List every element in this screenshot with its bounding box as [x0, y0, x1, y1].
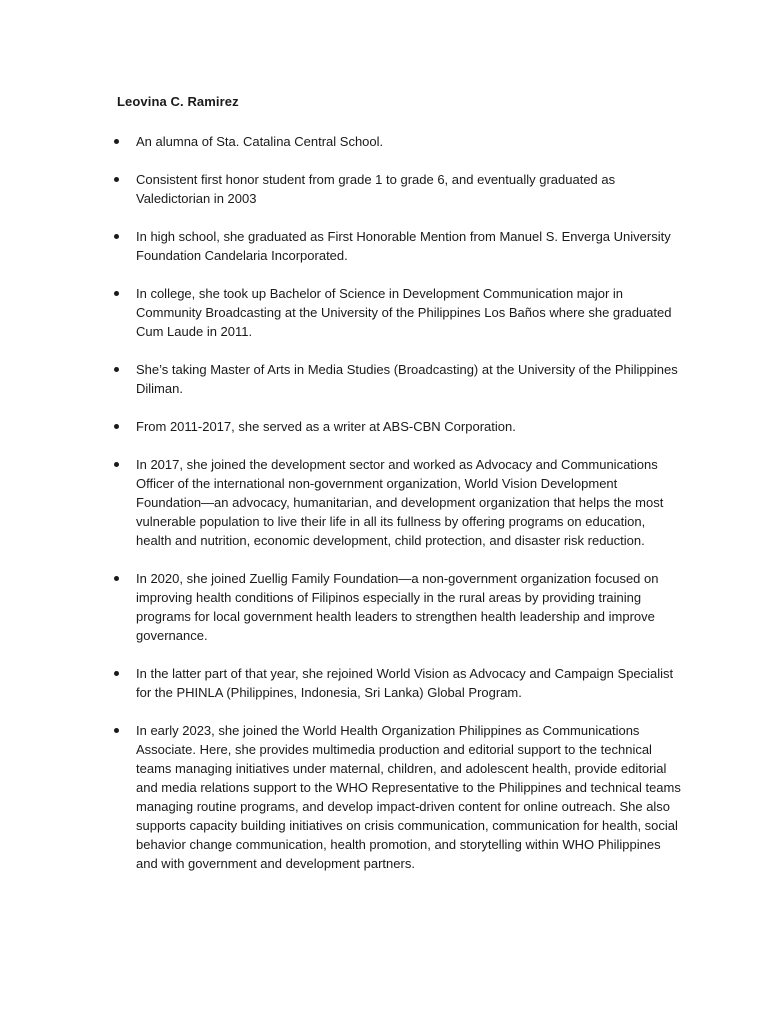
person-name: Leovina C. Ramirez [117, 94, 239, 109]
bullet-icon [114, 576, 119, 581]
list-item [0, 569, 681, 645]
list-item [0, 132, 681, 151]
bullet-text: In 2017, she joined the development sector and worked as Advocacy and Communications Officer of the international non-government organization, World Vision Development Foundation—an advocacy, humanitarian, and development organization that helps the most vulnerable population to live their life in all its fullness by offering programs on education, health and nutrition, economic development, child protection, and disaster risk reduction. [136, 457, 664, 548]
list-item [0, 284, 681, 341]
bullet-text: From 2011-2017, she served as a writer at ABS-CBN Corporation. [136, 419, 516, 434]
list-item [0, 227, 681, 265]
bullet-icon [114, 291, 119, 296]
bullet-text: In early 2023, she joined the World Health Organization Philippines as Communications Associate. Here, she provides multimedia production and editorial support to the technical teams managing initiatives under maternal, children, and adolescent health, provide editorial and media relations support to the WHO Representative to the Philippines and technical teams managing routine programs, and develop impact-driven content for online outreach. She also supports capacity building initiatives on crisis communication, communication for health, social behavior change communication, health promotion, and storytelling within WHO Philippines and with government and development partners. [136, 723, 681, 871]
list-item [0, 455, 681, 550]
bullet-text: She’s taking Master of Arts in Media Studies (Broadcasting) at the University of the Philippines Diliman. [136, 362, 678, 396]
bullet-icon [114, 462, 119, 467]
bullet-text: Consistent first honor student from grade 1 to grade 6, and eventually graduated as Valedictorian in 2003 [136, 172, 616, 206]
bullet-list [0, 132, 768, 892]
list-item [0, 664, 681, 702]
list-item [0, 721, 681, 873]
list-item [0, 170, 681, 208]
bullet-icon [114, 728, 119, 733]
bullet-text: In high school, she graduated as First Honorable Mention from Manuel S. Enverga University Foundation Candelaria Incorporated. [136, 229, 671, 263]
bullet-icon [114, 367, 119, 372]
list-item [0, 360, 681, 398]
bullet-text: In 2020, she joined Zuellig Family Foundation—a non-government organization focused on improving health conditions of Filipinos especially in the rural areas by providing training programs for local government health leaders to strengthen health leadership and improve governance. [136, 571, 659, 643]
bullet-icon [114, 177, 119, 182]
bullet-text: In college, she took up Bachelor of Science in Development Communication major in Community Broadcasting at the University of the Philippines Los Baños where she graduated Cum Laude in 2011. [136, 286, 672, 339]
bullet-icon [114, 671, 119, 676]
bullet-icon [114, 139, 119, 144]
list-item [0, 417, 681, 436]
bullet-icon [114, 234, 119, 239]
bullet-text: In the latter part of that year, she rejoined World Vision as Advocacy and Campaign Specialist for the PHINLA (Philippines, Indonesia, Sri Lanka) Global Program. [136, 666, 674, 700]
bullet-text: An alumna of Sta. Catalina Central School. [136, 134, 384, 149]
bullet-icon [114, 424, 119, 429]
